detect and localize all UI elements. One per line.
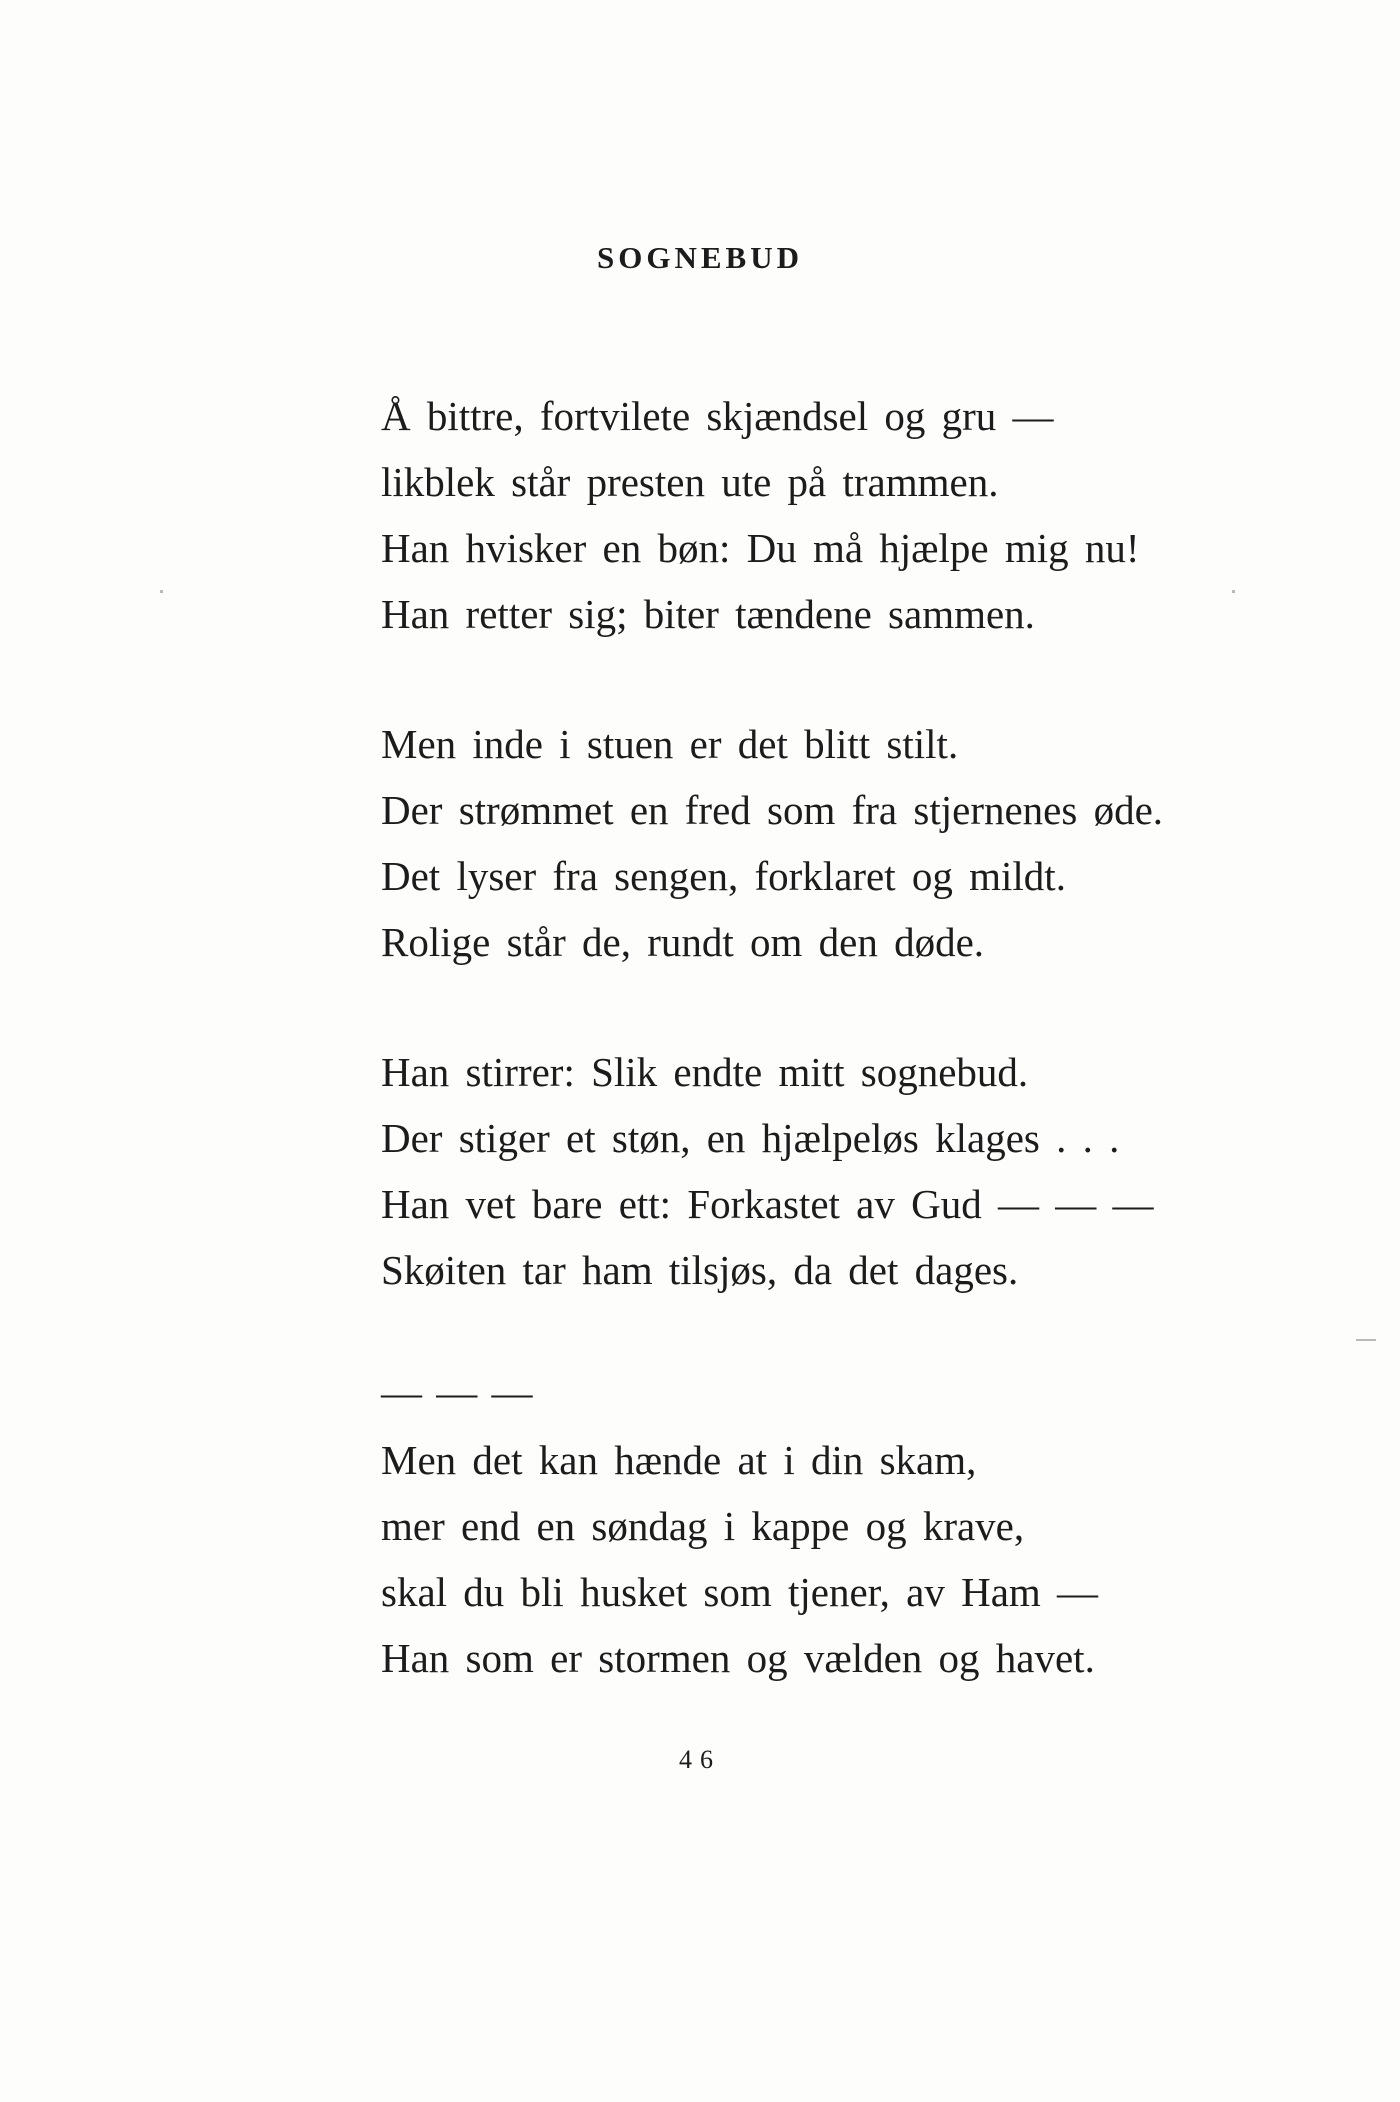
stanza-1 [381,383,1321,647]
verse-line: Der strømmet en fred som fra stjernenes øde. [381,787,1164,833]
stanza-3 [381,1039,1321,1303]
verse-line: Skøiten tar ham tilsjøs, da det dages. [381,1247,1019,1293]
verse-line: Han som er stormen og vælden og havet. [381,1635,1095,1681]
stanza-2 [381,711,1321,975]
paper-speck [160,590,163,593]
poem-title: SOGNEBUD [597,240,803,275]
verse-line: skal du bli husket som tjener, av Ham — [381,1569,1099,1615]
verse-line: Å bittre, fortvilete skjændsel og gru — [381,393,1054,439]
paper-speck [1356,1339,1376,1341]
verse-line: mer end en søndag i kappe og krave, [381,1503,1025,1549]
verse-line: Han vet bare ett: Forkastet av Gud — — — [381,1181,1154,1227]
verse-line: Han stirrer: Slik endte mitt sognebud. [381,1049,1029,1095]
verse-line: Han retter sig; biter tændene sammen. [381,591,1035,637]
section-separator: — — — [381,1369,535,1415]
verse-line: Han hvisker en bøn: Du må hjælpe mig nu! [381,525,1140,571]
verse-line: likblek står presten ute på trammen. [381,459,999,505]
verse-line: Men inde i stuen er det blitt stilt. [381,721,959,767]
poem-body [381,383,1321,1755]
verse-line: Der stiger et støn, en hjælpeløs klages . . . [381,1115,1120,1161]
stanza-4 [381,1427,1321,1691]
verse-line: Det lyser fra sengen, forklaret og mildt. [381,853,1066,899]
page-number: 46 [679,1745,721,1774]
verse-line: Men det kan hænde at i din skam, [381,1437,977,1483]
verse-line: Rolige står de, rundt om den døde. [381,919,985,965]
paper-speck [1232,590,1235,593]
